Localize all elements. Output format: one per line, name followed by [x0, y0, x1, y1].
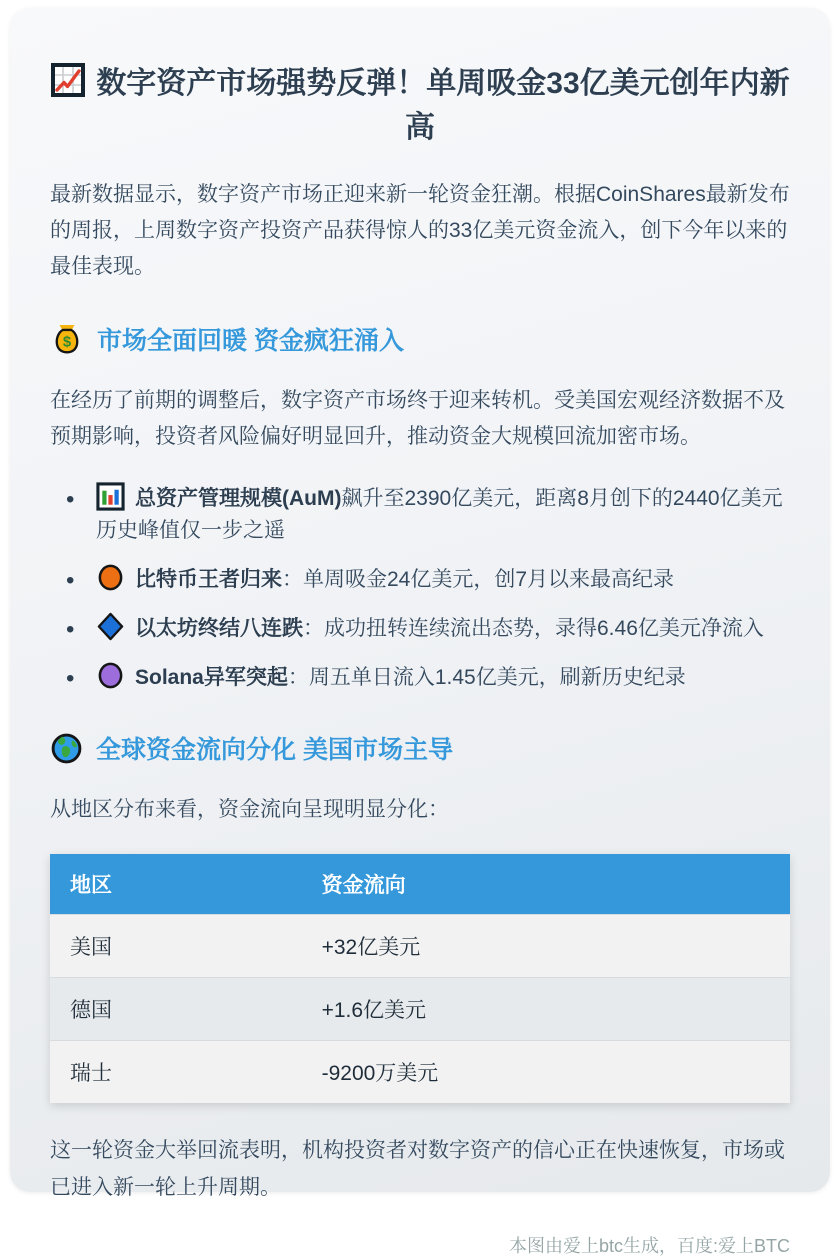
- list-item: [60, 661, 790, 695]
- svg-text:$: $: [62, 334, 72, 351]
- flow-cell: +1.6亿美元: [302, 978, 790, 1041]
- bullet-bold-label: 比特币王者归来: [135, 568, 282, 592]
- money-bag-icon: [50, 322, 84, 356]
- blue-diamond-icon: [96, 612, 125, 641]
- bullet-bold-label: 以太坊终结八连跌: [135, 616, 303, 640]
- section-market-title-text: 市场全面回暖 资金疯狂涌入: [97, 327, 404, 356]
- bullet-bold-label: Solana异军突起: [135, 665, 288, 689]
- list-item: [60, 612, 790, 646]
- table-row: [50, 978, 790, 1041]
- bullet-bold-label: 总资产管理规模(AuM): [135, 486, 342, 510]
- section-global-title: [50, 730, 790, 766]
- table-row: [50, 1041, 790, 1104]
- list-item: [60, 563, 790, 597]
- orange-circle-icon: [96, 563, 125, 592]
- region-flow-table: [50, 854, 790, 1103]
- watermark-credit: 本图由爱上btc生成，百度:爱上BTC: [508, 1235, 790, 1256]
- market-paragraph: 在经历了前期的调整后，数字资产市场终于迎来转机。受美国宏观经济数据不及预期影响，投资者风险偏好明显回升，推动资金大规模回流加密市场。: [50, 389, 785, 449]
- market-bullet-list: [60, 482, 790, 695]
- table-row: [50, 915, 790, 978]
- flow-cell: +32亿美元: [302, 915, 790, 978]
- bullet-text: ：成功扭转连续流出态势，录得6.46亿美元净流入: [303, 616, 764, 640]
- purple-circle-icon: [96, 661, 125, 690]
- intro-paragraph: 最新数据显示，数字资产市场正迎来新一轮资金狂潮。根据CoinShares最新发布的周报，上周数字资产投资产品获得惊人的33亿美元资金流入，创下今年以来的最佳表现。: [50, 183, 790, 279]
- table-header-row: [50, 854, 790, 915]
- page-title-text: 数字资产市场强势反弹！单周吸金33亿美元创年内新高: [96, 67, 790, 144]
- bullet-text: 飙升至2390亿美元，距离8月创下的2440亿美元历史峰值仅一步之遥: [96, 486, 783, 543]
- table-header-flow: 资金流向: [302, 854, 790, 915]
- section-global-title-text: 全球资金流向分化 美国市场主导: [96, 736, 453, 765]
- flow-cell: -9200万美元: [302, 1041, 790, 1104]
- bullet-text: ：周五单日流入1.45亿美元，刷新历史纪录: [287, 665, 686, 689]
- section-market-title: [50, 321, 790, 357]
- global-paragraph: 从地区分布来看，资金流向呈现明显分化：: [50, 798, 449, 822]
- page-title: [50, 62, 790, 149]
- conclusion-paragraph: 这一轮资金大举回流表明，机构投资者对数字资产的信心正在快速恢复，市场或已进入新一轮上升周期。: [50, 1139, 785, 1199]
- chart-increasing-icon: [50, 62, 86, 98]
- region-cell: 德国: [50, 978, 302, 1041]
- table-header-region: 地区: [50, 854, 302, 915]
- article-card: [10, 8, 830, 1256]
- region-cell: 瑞士: [50, 1041, 302, 1104]
- list-item: [60, 482, 790, 549]
- bullet-text: ：单周吸金24亿美元，创7月以来最高纪录: [282, 568, 675, 592]
- region-cell: 美国: [50, 915, 302, 978]
- globe-icon: [50, 732, 83, 765]
- bar-chart-icon: [96, 482, 125, 511]
